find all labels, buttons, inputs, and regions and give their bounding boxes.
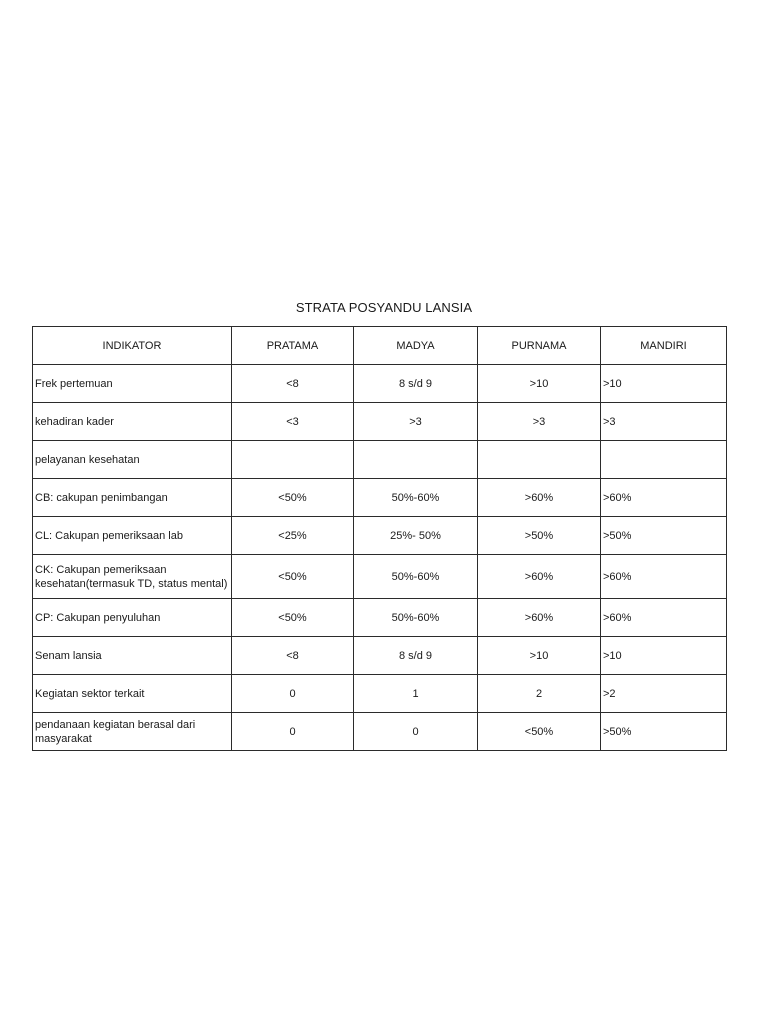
strata-table bbox=[32, 326, 727, 751]
purnama-cell: >50% bbox=[478, 517, 601, 555]
mandiri-cell: >2 bbox=[601, 675, 727, 713]
indikator-cell: CB: cakupan penimbangan bbox=[33, 479, 232, 517]
indikator-cell: kehadiran kader bbox=[33, 403, 232, 441]
madya-cell bbox=[354, 441, 478, 479]
madya-cell: 50%-60% bbox=[354, 599, 478, 637]
mandiri-cell: >50% bbox=[601, 517, 727, 555]
mandiri-cell: >60% bbox=[601, 599, 727, 637]
mandiri-cell: >50% bbox=[601, 713, 727, 751]
table-row bbox=[33, 403, 727, 441]
indikator-cell: Kegiatan sektor terkait bbox=[33, 675, 232, 713]
madya-cell: 1 bbox=[354, 675, 478, 713]
header-pratama: PRATAMA bbox=[232, 327, 354, 365]
pratama-cell: <8 bbox=[232, 637, 354, 675]
mandiri-cell: >60% bbox=[601, 555, 727, 599]
madya-cell: 50%-60% bbox=[354, 479, 478, 517]
madya-cell: 8 s/d 9 bbox=[354, 637, 478, 675]
purnama-cell: >60% bbox=[478, 555, 601, 599]
table-row bbox=[33, 441, 727, 479]
header-mandiri: MANDIRI bbox=[601, 327, 727, 365]
page-title: STRATA POSYANDU LANSIA bbox=[295, 300, 473, 315]
pratama-cell: 0 bbox=[232, 713, 354, 751]
header-indikator: INDIKATOR bbox=[33, 327, 232, 365]
pratama-cell: 0 bbox=[232, 675, 354, 713]
indikator-cell: CP: Cakupan penyuluhan bbox=[33, 599, 232, 637]
table-row bbox=[33, 365, 727, 403]
table-row bbox=[33, 637, 727, 675]
table-row bbox=[33, 713, 727, 751]
header-purnama: PURNAMA bbox=[478, 327, 601, 365]
pratama-cell: <3 bbox=[232, 403, 354, 441]
table-row bbox=[33, 555, 727, 599]
madya-cell: 25%- 50% bbox=[354, 517, 478, 555]
indikator-cell: Senam lansia bbox=[33, 637, 232, 675]
pratama-cell: <50% bbox=[232, 555, 354, 599]
pratama-cell: <50% bbox=[232, 479, 354, 517]
purnama-cell: >3 bbox=[478, 403, 601, 441]
table-row bbox=[33, 517, 727, 555]
table-row bbox=[33, 675, 727, 713]
mandiri-cell: >60% bbox=[601, 479, 727, 517]
table-header-row bbox=[33, 327, 727, 365]
purnama-cell: >10 bbox=[478, 365, 601, 403]
mandiri-cell: >10 bbox=[601, 365, 727, 403]
table-row bbox=[33, 479, 727, 517]
purnama-cell: <50% bbox=[478, 713, 601, 751]
pratama-cell: <8 bbox=[232, 365, 354, 403]
madya-cell: 50%-60% bbox=[354, 555, 478, 599]
indikator-cell: CK: Cakupan pemeriksaan kesehatan(termasuk TD, status mental) bbox=[33, 555, 232, 599]
purnama-cell: 2 bbox=[478, 675, 601, 713]
table-row bbox=[33, 599, 727, 637]
header-madya: MADYA bbox=[354, 327, 478, 365]
pratama-cell bbox=[232, 441, 354, 479]
indikator-cell: CL: Cakupan pemeriksaan lab bbox=[33, 517, 232, 555]
madya-cell: >3 bbox=[354, 403, 478, 441]
mandiri-cell: >10 bbox=[601, 637, 727, 675]
indikator-cell: Frek pertemuan bbox=[33, 365, 232, 403]
mandiri-cell bbox=[601, 441, 727, 479]
mandiri-cell: >3 bbox=[601, 403, 727, 441]
indikator-cell: pelayanan kesehatan bbox=[33, 441, 232, 479]
purnama-cell: >10 bbox=[478, 637, 601, 675]
purnama-cell bbox=[478, 441, 601, 479]
purnama-cell: >60% bbox=[478, 599, 601, 637]
pratama-cell: <25% bbox=[232, 517, 354, 555]
pratama-cell: <50% bbox=[232, 599, 354, 637]
madya-cell: 8 s/d 9 bbox=[354, 365, 478, 403]
purnama-cell: >60% bbox=[478, 479, 601, 517]
indikator-cell: pendanaan kegiatan berasal dari masyarakat bbox=[33, 713, 232, 751]
madya-cell: 0 bbox=[354, 713, 478, 751]
